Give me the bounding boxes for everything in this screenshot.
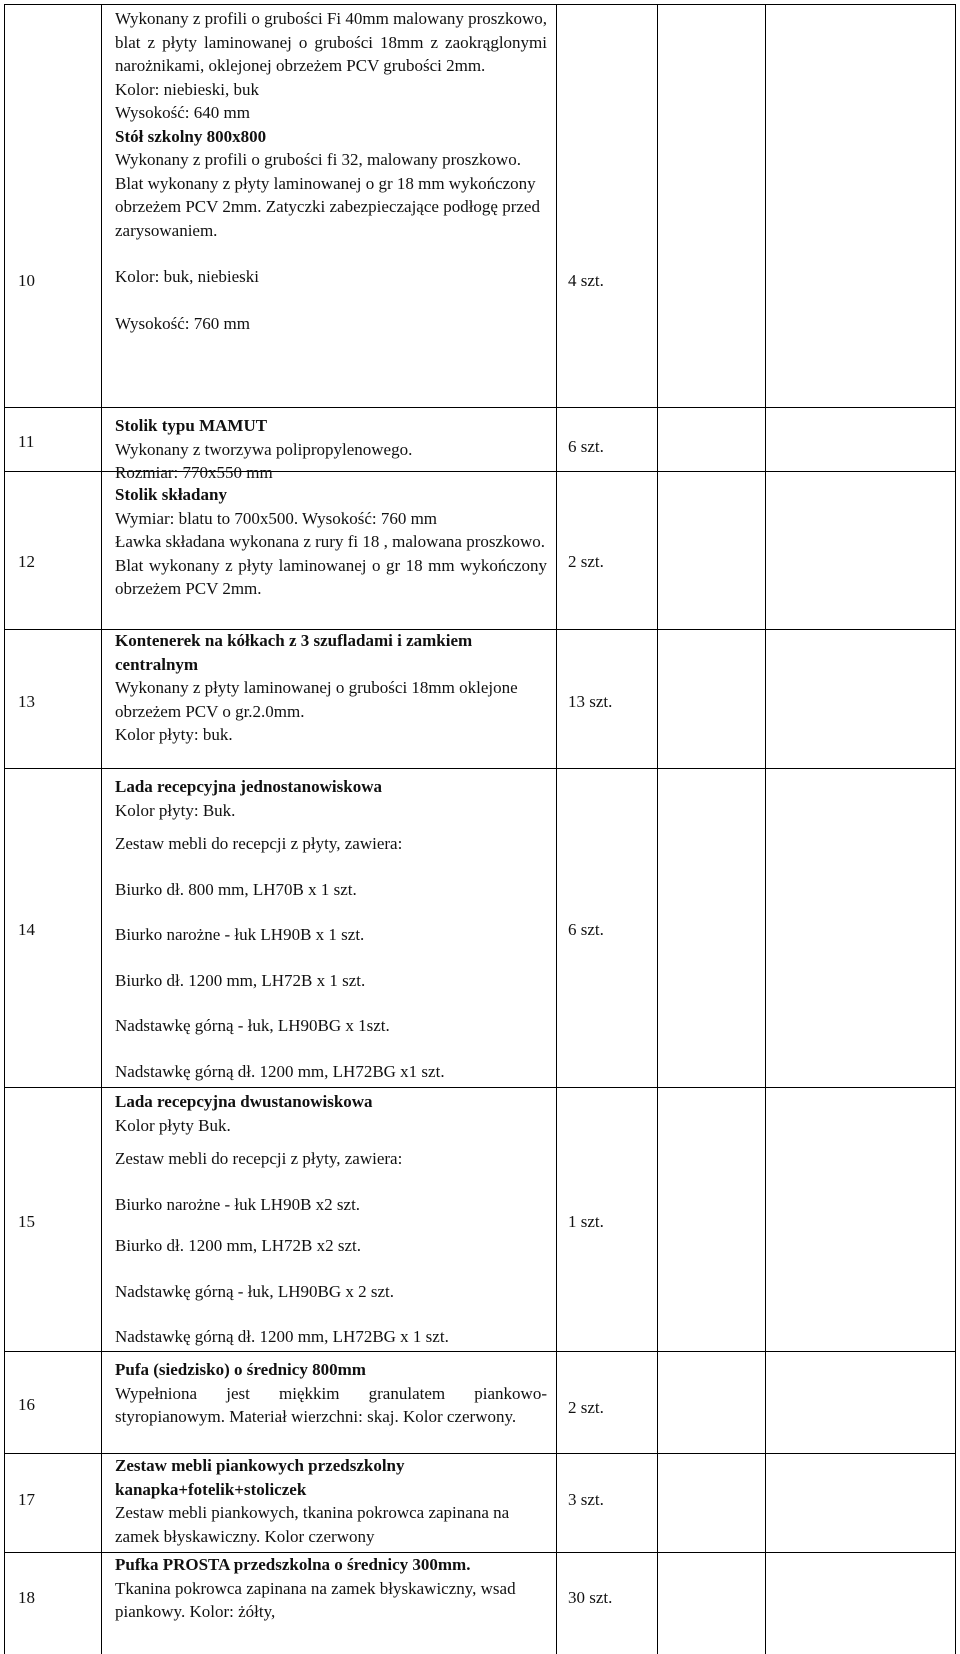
item-title: Lada recepcyjna dwustanowiskowa [115,1092,373,1111]
description-line: Biurko narożne - łuk LH90B x 1 szt. [115,925,365,944]
row-quantity: 2 szt. [568,1398,604,1417]
table-border-left [4,4,5,1654]
item-title: Pufka PROSTA przedszkolna o średnicy 300mm. [115,1555,471,1574]
row-separator [4,768,956,769]
description-line: Kolor płyty: buk. [115,725,233,744]
description-line: Biurko dł. 1200 mm, LH72B x 1 szt. [115,970,366,990]
item-title: Kontenerek na kółkach z 3 szufladami i zamkiem centralnym [115,631,473,674]
row-description [115,414,547,485]
description-line: Biurko dł. 1200 mm, LH72B x2 szt. [115,1236,362,1255]
item-title: Zestaw mebli piankowych przedszkolny kanapka+fotelik+stoliczek [115,1456,405,1499]
description-line: Rozmiar: 770x550 mm [115,463,273,482]
row-quantity: 13 szt. [568,692,613,711]
item-title: Lada recepcyjna jednostanowiskowa [115,777,382,796]
row-number: 16 [18,1395,35,1414]
row-quantity: 1 szt. [568,1212,604,1231]
description-line: Wypełniona jest miękkim granulatem piankowo-styropianowym. Materiał wierzchni: skaj. Kolor czerwony. [115,1383,547,1426]
description-line: Tkanina pokrowca zapinana na zamek błyskawiczny, wsad piankowy. Kolor: żółty, [115,1578,516,1621]
description-line: Zestaw mebli do recepcji z płyty, zawiera: [115,834,403,853]
row-description [115,1553,547,1624]
row-number: 18 [18,1588,35,1607]
row-description [115,483,547,601]
row-number: 10 [18,271,35,290]
row-quantity: 2 szt. [568,552,604,571]
description-line: Wykonany z płyty laminowanej o grubości 18mm oklejone obrzeżem PCV o gr.2.0mm. [115,678,518,721]
description-line: Kolor płyty Buk. [115,1115,231,1135]
description-line: Kolor płyty: Buk. [115,800,236,820]
description-line: Biurko dł. 800 mm, LH70B x 1 szt. [115,879,357,899]
description-line: Wysokość: 640 mm [115,103,250,122]
table-divider-col4 [765,4,766,1654]
table-divider-col2 [556,4,557,1654]
description-line: Wysokość: 760 mm [115,313,250,333]
item-title: Stolik składany [115,485,227,504]
row-quantity: 4 szt. [568,271,604,290]
description-line: Wykonany z tworzywa polipropylenowego. [115,439,413,459]
row-quantity: 6 szt. [568,920,604,939]
description-line: Kolor: buk, niebieski [115,267,260,286]
description-line: Wymiar: blatu to 700x500. Wysokość: 760 mm [115,508,438,528]
table-divider-col1 [101,4,102,1654]
item-title: Stół szkolny 800x800 [115,126,267,146]
row-description [115,1454,547,1548]
row-description [115,775,547,1083]
item-title: Stolik typu MAMUT [115,416,268,435]
description-line: Nadstawkę górną - łuk, LH90BG x 1szt. [115,1016,390,1035]
row-number: 12 [18,552,35,571]
row-description [115,1358,547,1429]
row-number: 13 [18,692,35,711]
table-divider-col3 [657,4,658,1654]
row-quantity: 6 szt. [568,437,604,456]
row-number: 17 [18,1490,35,1509]
row-separator [4,1087,956,1088]
item-title: Pufa (siedzisko) o średnicy 800mm [115,1360,366,1379]
row-description [115,7,547,335]
description-line: Nadstawkę górną dł. 1200 mm, LH72BG x1 szt. [115,1061,445,1081]
description-line: Zestaw mebli piankowych, tkanina pokrowca zapinana na zamek błyskawiczny. Kolor czerwony [115,1503,510,1546]
description-line: Ławka składana wykonana z rury fi 18 , malowana proszkowo. [115,532,546,551]
description-line: Blat wykonany z płyty laminowanej o gr 18 mm wykończony obrzeżem PCV 2mm. [115,555,547,598]
description-line: Nadstawkę górną - łuk, LH90BG x 2 szt. [115,1281,395,1301]
description-line: Kolor: niebieski, buk [115,79,260,99]
description-line: Wykonany z profili o grubości fi 32, malowany proszkowo. Blat wykonany z płyty laminowanej o gr 18 mm wykończony obrzeżem PCV 2mm. Zatyczki zabezpieczające podłogę przed zarysowaniem. [115,150,540,240]
row-number: 14 [18,920,35,939]
description-line: Wykonany z profili o grubości Fi 40mm malowany proszkowo, blat z płyty laminowanej o grubości 18mm z zaokrąglonymi narożnikami, oklejonej obrzeżem PCV grubości 2mm. [115,9,547,75]
row-number: 11 [18,432,35,451]
row-description [115,1090,547,1349]
description-line: Nadstawkę górną dł. 1200 mm, LH72BG x 1 szt. [115,1327,449,1346]
row-quantity: 30 szt. [568,1588,613,1607]
description-line: Biurko narożne - łuk LH90B x2 szt. [115,1194,361,1214]
row-description [115,629,547,747]
table-border-top [4,4,956,5]
description-line: Zestaw mebli do recepcji z płyty, zawiera: [115,1149,403,1168]
row-number: 15 [18,1212,35,1231]
table-border-right [955,4,956,1654]
row-separator [4,1351,956,1352]
row-quantity: 3 szt. [568,1490,604,1509]
row-separator [4,407,956,408]
